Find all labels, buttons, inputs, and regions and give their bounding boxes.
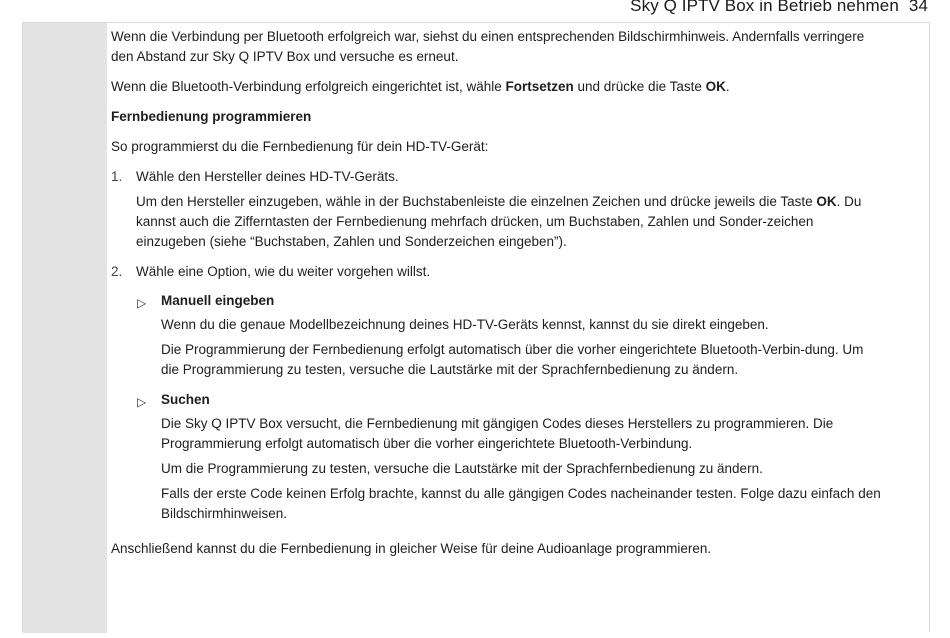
page-header	[630, 0, 928, 20]
section-heading: Fernbedienung programmieren	[111, 109, 312, 124]
option-title: Manuell eingeben	[161, 293, 275, 308]
bold-fortsetzen: Fortsetzen	[505, 79, 574, 94]
step-main-text: Wähle eine Option, wie du weiter vorgehen willst.	[136, 264, 431, 279]
triangle-right-outline-icon: ▷	[137, 395, 147, 409]
option-text: Die Programmierung der Fernbedienung erfolgt automatisch über die vorher eingerichtete Bluetooth-Verbin-dung. Um die Programmierung zu testen, versuche die Lautstärke mit der Sprachfernbedienung zu ändern.	[161, 342, 864, 377]
step-number: 2.	[111, 264, 123, 279]
page-number: 34	[908, 0, 928, 15]
bold-ok: OK	[816, 194, 837, 209]
option-manual	[136, 291, 883, 380]
intro-paragraph: So programmierst du die Fernbedienung für dein HD-TV-Gerät:	[111, 139, 489, 154]
bold-ok: OK	[705, 79, 726, 94]
triangle-right-outline-icon: ▷	[137, 296, 147, 310]
step-number: 1.	[111, 169, 123, 184]
option-search	[136, 390, 883, 524]
list-item-step-1	[111, 167, 883, 252]
list-item-step-2	[111, 262, 883, 524]
page-sidebar	[23, 23, 107, 633]
header-title: Sky Q IPTV Box in Betrieb nehmen	[630, 0, 899, 15]
option-text: Die Sky Q IPTV Box versucht, die Fernbedienung mit gängigen Codes dieses Herstellers zu programmieren. Die Programmierung erfolgt automatisch über die vorher eingerichtete Bluetooth-Verbindung.	[161, 416, 834, 451]
steps-list	[111, 167, 883, 524]
document-body	[111, 27, 883, 559]
step-detail-text: Um den Hersteller einzugeben, wähle in der Buchstabenleiste die einzelnen Zeichen und drücke jeweils die Taste OK. Du kannst auch die Zifferntasten der Fernbedienung mehrfach drücken, um Buchstaben, Zahlen und Sonder-zeichen einzugeben (siehe “Buchstaben, Zahlen und Sonderzeichen eingeben”).	[136, 194, 862, 249]
option-text: Um die Programmierung zu testen, versuche die Lautstärke mit der Sprachfernbedienung zu ändern.	[161, 461, 763, 476]
paragraph-continue: Wenn die Bluetooth-Verbindung erfolgreich eingerichtet ist, wähle Fortsetzen und drücke die Taste OK.	[111, 79, 730, 94]
option-text: Falls der erste Code keinen Erfolg brachte, kannst du alle gängigen Codes nacheinander testen. Folge dazu einfach den Bildschirmhinweisen.	[161, 486, 881, 521]
option-text: Wenn du die genaue Modellbezeichnung deines HD-TV-Geräts kennst, kannst du sie direkt eingeben.	[161, 317, 769, 332]
paragraph-bluetooth-success: Wenn die Verbindung per Bluetooth erfolgreich war, siehst du einen entsprechenden Bildschirmhinweis. Andernfalls verringere den Abstand zur Sky Q IPTV Box und versuche es erneut.	[111, 29, 865, 64]
closing-paragraph: Anschließend kannst du die Fernbedienung in gleicher Weise für deine Audioanlage programmieren.	[111, 541, 712, 556]
step-main-text: Wähle den Hersteller deines HD-TV-Geräts.	[136, 169, 399, 184]
option-title: Suchen	[161, 392, 210, 407]
